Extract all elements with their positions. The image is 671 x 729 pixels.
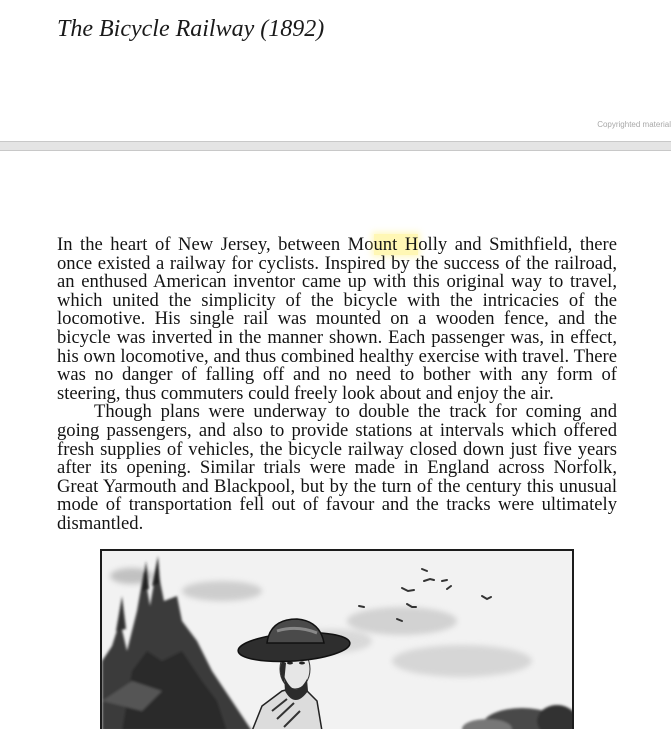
previous-page xyxy=(0,0,671,142)
paragraph-1 xyxy=(57,236,617,403)
paragraph-1-text-start: In the heart of New Jersey, between Mo xyxy=(57,234,374,255)
text-highlight[interactable]: unt H xyxy=(373,234,419,255)
article-body xyxy=(57,236,617,534)
engraving-image xyxy=(102,551,572,729)
bicycle-railway-illustration xyxy=(100,549,574,729)
copyright-notice: Copyrighted material xyxy=(597,120,671,129)
chapter-title: The Bicycle Railway (1892) xyxy=(57,16,325,42)
paragraph-1-text-end: olly and Smithfield, there once existed a railway for cyclists. Inspired by the success of the railroad, an enthused American inventor came up with this original way to travel, which united the simplicity of the bicycle with the intricacies of the locomotive. His single rail was mounted on a wooden fence, and the bicycle was inverted in the manner shown. Each passenger was, in effect, his own locomotive, and thus combined healthy exercise with travel. There was no danger of falling off and no need to bother with any form of steering, thus commuters could freely look about and enjoy the air. xyxy=(57,234,617,404)
page-separator xyxy=(0,141,671,151)
paragraph-2: Though plans were underway to double the track for coming and going passengers, and also to provide stations at intervals which offered fresh supplies of vehicles, the bicycle railway closed down just five years after its opening. Similar trials were made in England across Norfolk, Great Yarmouth and Blackpool, but by the turn of the century this unusual mode of transportation fell out of favour and the tracks were ultimately dismantled. xyxy=(57,401,617,534)
